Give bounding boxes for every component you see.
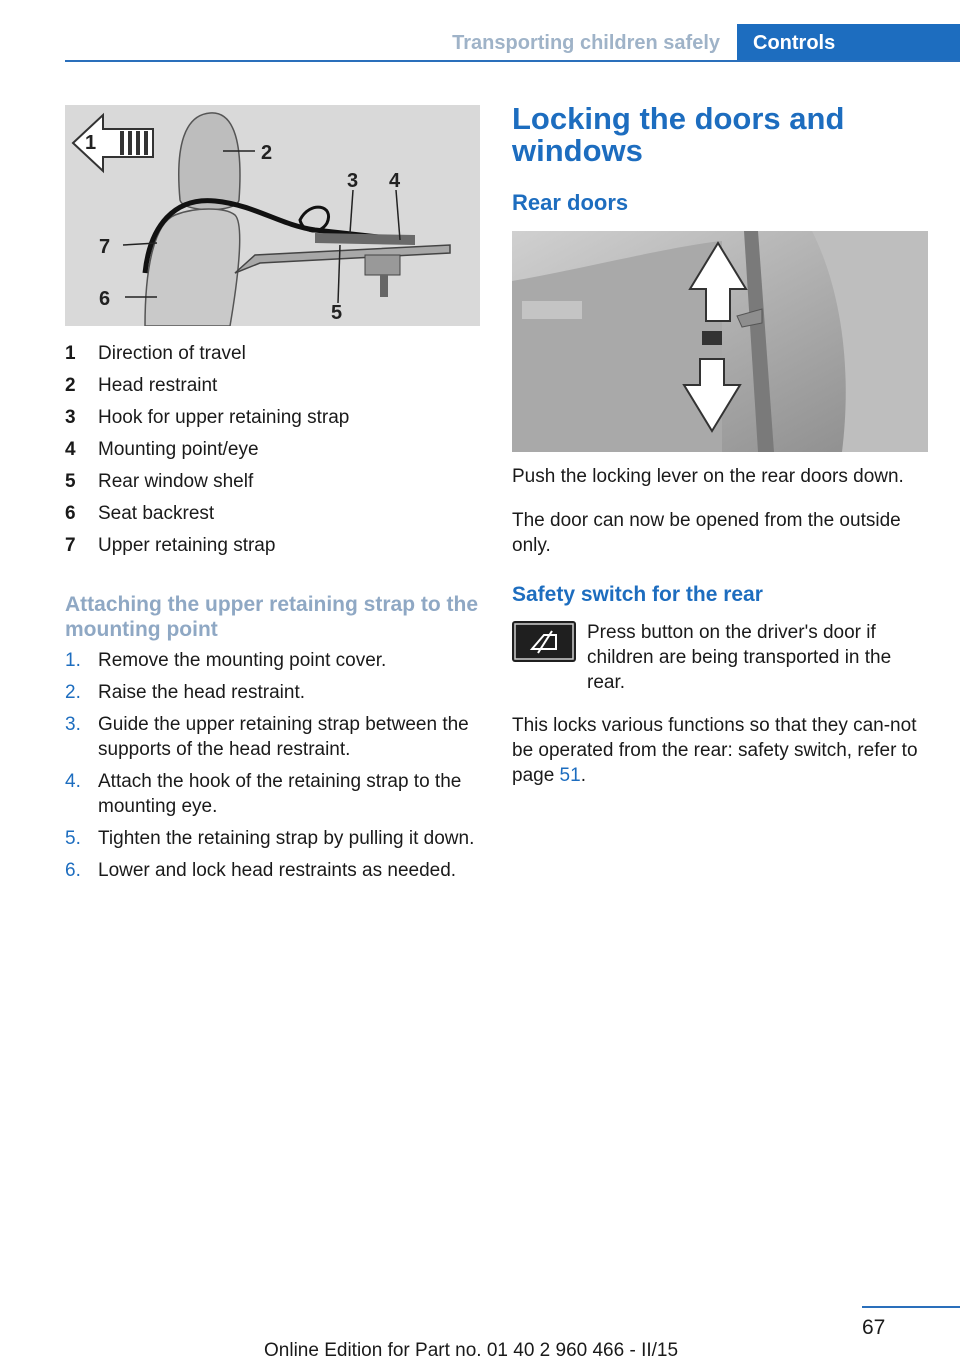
attach-steps-list [65,648,480,890]
head-restraint-diagram [65,105,480,326]
figure-legend [65,338,480,562]
step-item [65,769,480,819]
callout-4: 4 [389,170,401,192]
running-header-tab: Controls [737,24,960,62]
function-lock-text-end: . [580,765,586,786]
callout-3: 3 [347,170,359,192]
door-lock-illustration [512,231,928,452]
step-text: Remove the mounting point cover. [98,650,387,671]
step-number: 6. [65,860,81,881]
legend-item [65,498,480,530]
legend-item [65,466,480,498]
window-lock-button-icon [512,621,576,662]
footer-rule [862,1306,960,1308]
callout-1: 1 [85,132,97,154]
step-text: Guide the upper retaining strap between the supports of the head restraint. [98,714,469,760]
callout-5: 5 [331,302,343,324]
page-reference-link[interactable]: 51 [559,765,581,786]
callout-7: 7 [99,236,111,258]
step-number: 3. [65,714,81,735]
step-text: Attach the hook of the retaining strap to the mounting eye. [98,771,462,817]
function-lock-text [512,713,932,788]
legend-label: Rear window shelf [98,471,254,492]
legend-item [65,530,480,562]
rear-door-photo [512,231,928,452]
step-number: 5. [65,828,81,849]
legend-item [65,370,480,402]
step-number: 1. [65,650,81,671]
legend-label: Seat backrest [98,503,215,524]
step-item [65,858,480,883]
footer-edition: Online Edition for Part no. 01 40 2 960 466 - II/15 [264,1340,679,1361]
legend-label: Head restraint [98,375,218,396]
function-lock-text-main: This locks various functions so that they can-not be operated from the rear: safety switch, refer to page [512,715,918,786]
legend-label: Direction of travel [98,343,246,364]
legend-item [65,338,480,370]
instruction-text: Push the locking lever on the rear doors down. [512,466,904,487]
result-text: The door can now be opened from the outside only. [512,510,901,556]
diagram-drawing [65,105,480,326]
header-rule [65,60,960,62]
legend-label: Upper retaining strap [98,535,276,556]
legend-label: Mounting point/eye [98,439,259,460]
section-heading: Locking the doors and windows [512,101,845,168]
legend-item [65,402,480,434]
safety-switch-text: Press button on the driver's door if children are being transported in the rear. [587,622,892,693]
page-number: 67 [862,1316,886,1339]
step-number: 2. [65,682,81,703]
legend-number: 4 [65,439,76,460]
step-item [65,680,480,705]
legend-number: 7 [65,535,76,556]
callout-6: 6 [99,288,111,310]
step-item [65,826,480,851]
attach-heading: Attaching the upper retaining strap to the mounting point [65,593,479,641]
legend-number: 6 [65,503,76,524]
rear-doors-heading: Rear doors [512,190,629,215]
legend-number: 5 [65,471,76,492]
step-item [65,712,480,762]
step-item [65,648,480,673]
legend-number: 1 [65,343,76,364]
step-number: 4. [65,771,81,792]
running-header-section: Transporting children safely [452,32,720,54]
legend-item [65,434,480,466]
step-text: Raise the head restraint. [98,682,306,703]
step-text: Lower and lock head restraints as needed. [98,860,457,881]
safety-switch-heading: Safety switch for the rear [512,583,763,606]
step-text: Tighten the retaining strap by pulling it down. [98,828,475,849]
callout-2: 2 [261,142,273,164]
legend-number: 2 [65,375,76,396]
legend-number: 3 [65,407,76,428]
legend-label: Hook for upper retaining strap [98,407,350,428]
